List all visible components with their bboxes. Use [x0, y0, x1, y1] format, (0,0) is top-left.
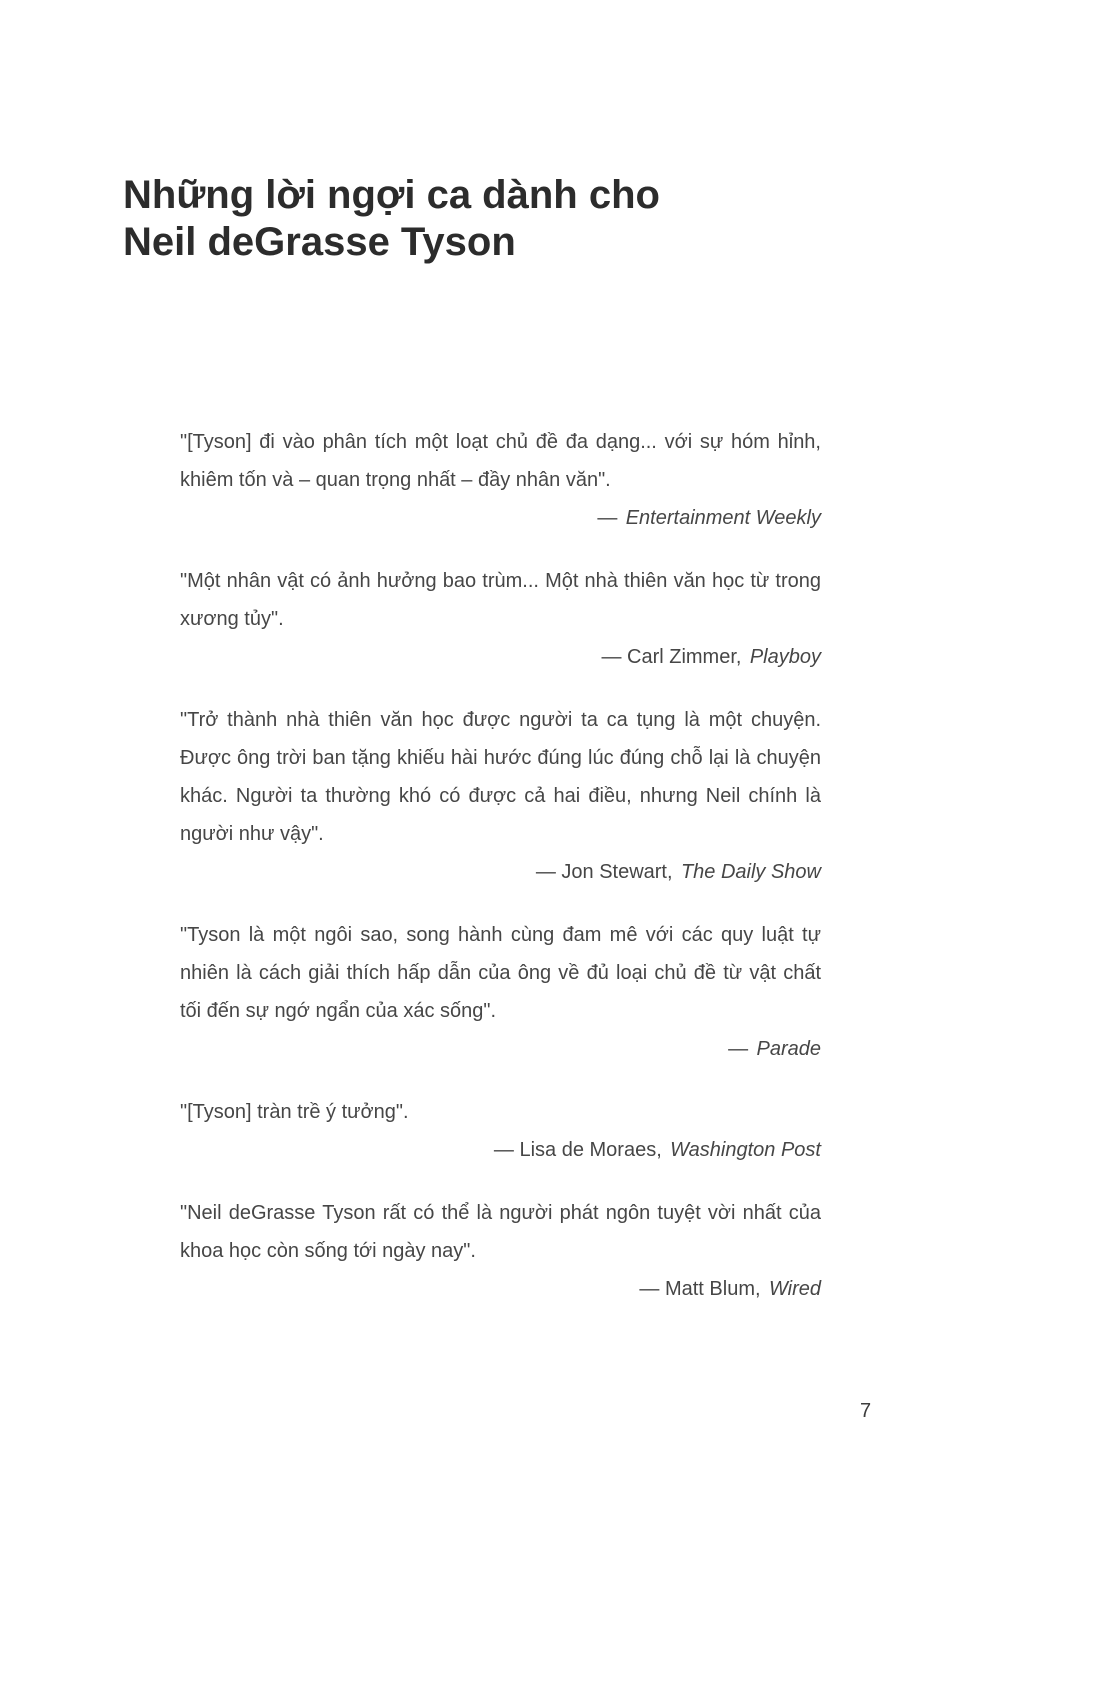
quote-block — [180, 1093, 821, 1169]
attribution-source: Wired — [768, 1278, 821, 1300]
quote-block — [180, 916, 821, 1068]
attribution-name: — Carl Zimmer, — [601, 646, 742, 668]
quote-block — [180, 701, 821, 891]
quote-block — [180, 562, 821, 676]
quote-attribution — [180, 1131, 821, 1169]
quote-attribution — [180, 853, 821, 891]
page-number: 7 — [860, 1400, 872, 1422]
attribution-name: — Jon Stewart, — [535, 861, 673, 883]
attribution-source: Playboy — [749, 646, 821, 668]
quote-attribution — [180, 638, 821, 676]
attribution-source: Parade — [756, 1038, 821, 1060]
quote-attribution — [180, 499, 821, 537]
quote-text: "[Tyson] đi vào phân tích một loạt chủ đề đa dạng... với sự hóm hỉnh, khiêm tốn và – quan trọng nhất – đầy nhân văn". — [180, 431, 821, 491]
quote-text: "[Tyson] tràn trề ý tưởng". — [180, 1101, 409, 1123]
attribution-source: Entertainment Weekly — [625, 507, 821, 529]
quote-attribution — [180, 1030, 821, 1068]
page-title-line1: Những lời ngợi ca dành cho — [123, 173, 660, 217]
attribution-name: — Matt Blum, — [639, 1278, 761, 1300]
attribution-source: Washington Post — [670, 1139, 821, 1161]
attribution-source: The Daily Show — [680, 861, 821, 883]
quote-attribution — [180, 1270, 821, 1308]
attribution-dash: — — [728, 1038, 749, 1060]
quote-text: "Tyson là một ngôi sao, song hành cùng đam mê với các quy luật tự nhiên là cách giải thích hấp dẫn của ông về đủ loại chủ đề từ vật chất tối đến sự ngớ ngẩn của xác sống". — [180, 924, 821, 1022]
page-title — [123, 172, 660, 266]
quote-block — [180, 1194, 821, 1308]
page-title-line2: Neil deGrasse Tyson — [123, 220, 516, 264]
quote-text: "Trở thành nhà thiên văn học được người ta ca tụng là một chuyện. Được ông trời ban tặng khiếu hài hước đúng lúc đúng chỗ lại là chuyện khác. Người ta thường khó có được cả hai điều, nhưng Neil chính là người như vậy". — [180, 709, 821, 845]
attribution-dash: — — [597, 507, 618, 529]
attribution-name: — Lisa de Moraes, — [493, 1139, 662, 1161]
quote-text: "Một nhân vật có ảnh hưởng bao trùm... Một nhà thiên văn học từ trong xương tủy". — [180, 570, 821, 630]
quote-block — [180, 423, 821, 537]
quotes-section — [180, 423, 821, 1308]
quote-text: "Neil deGrasse Tyson rất có thể là người phát ngôn tuyệt vời nhất của khoa học còn sống tới ngày nay". — [180, 1202, 821, 1262]
